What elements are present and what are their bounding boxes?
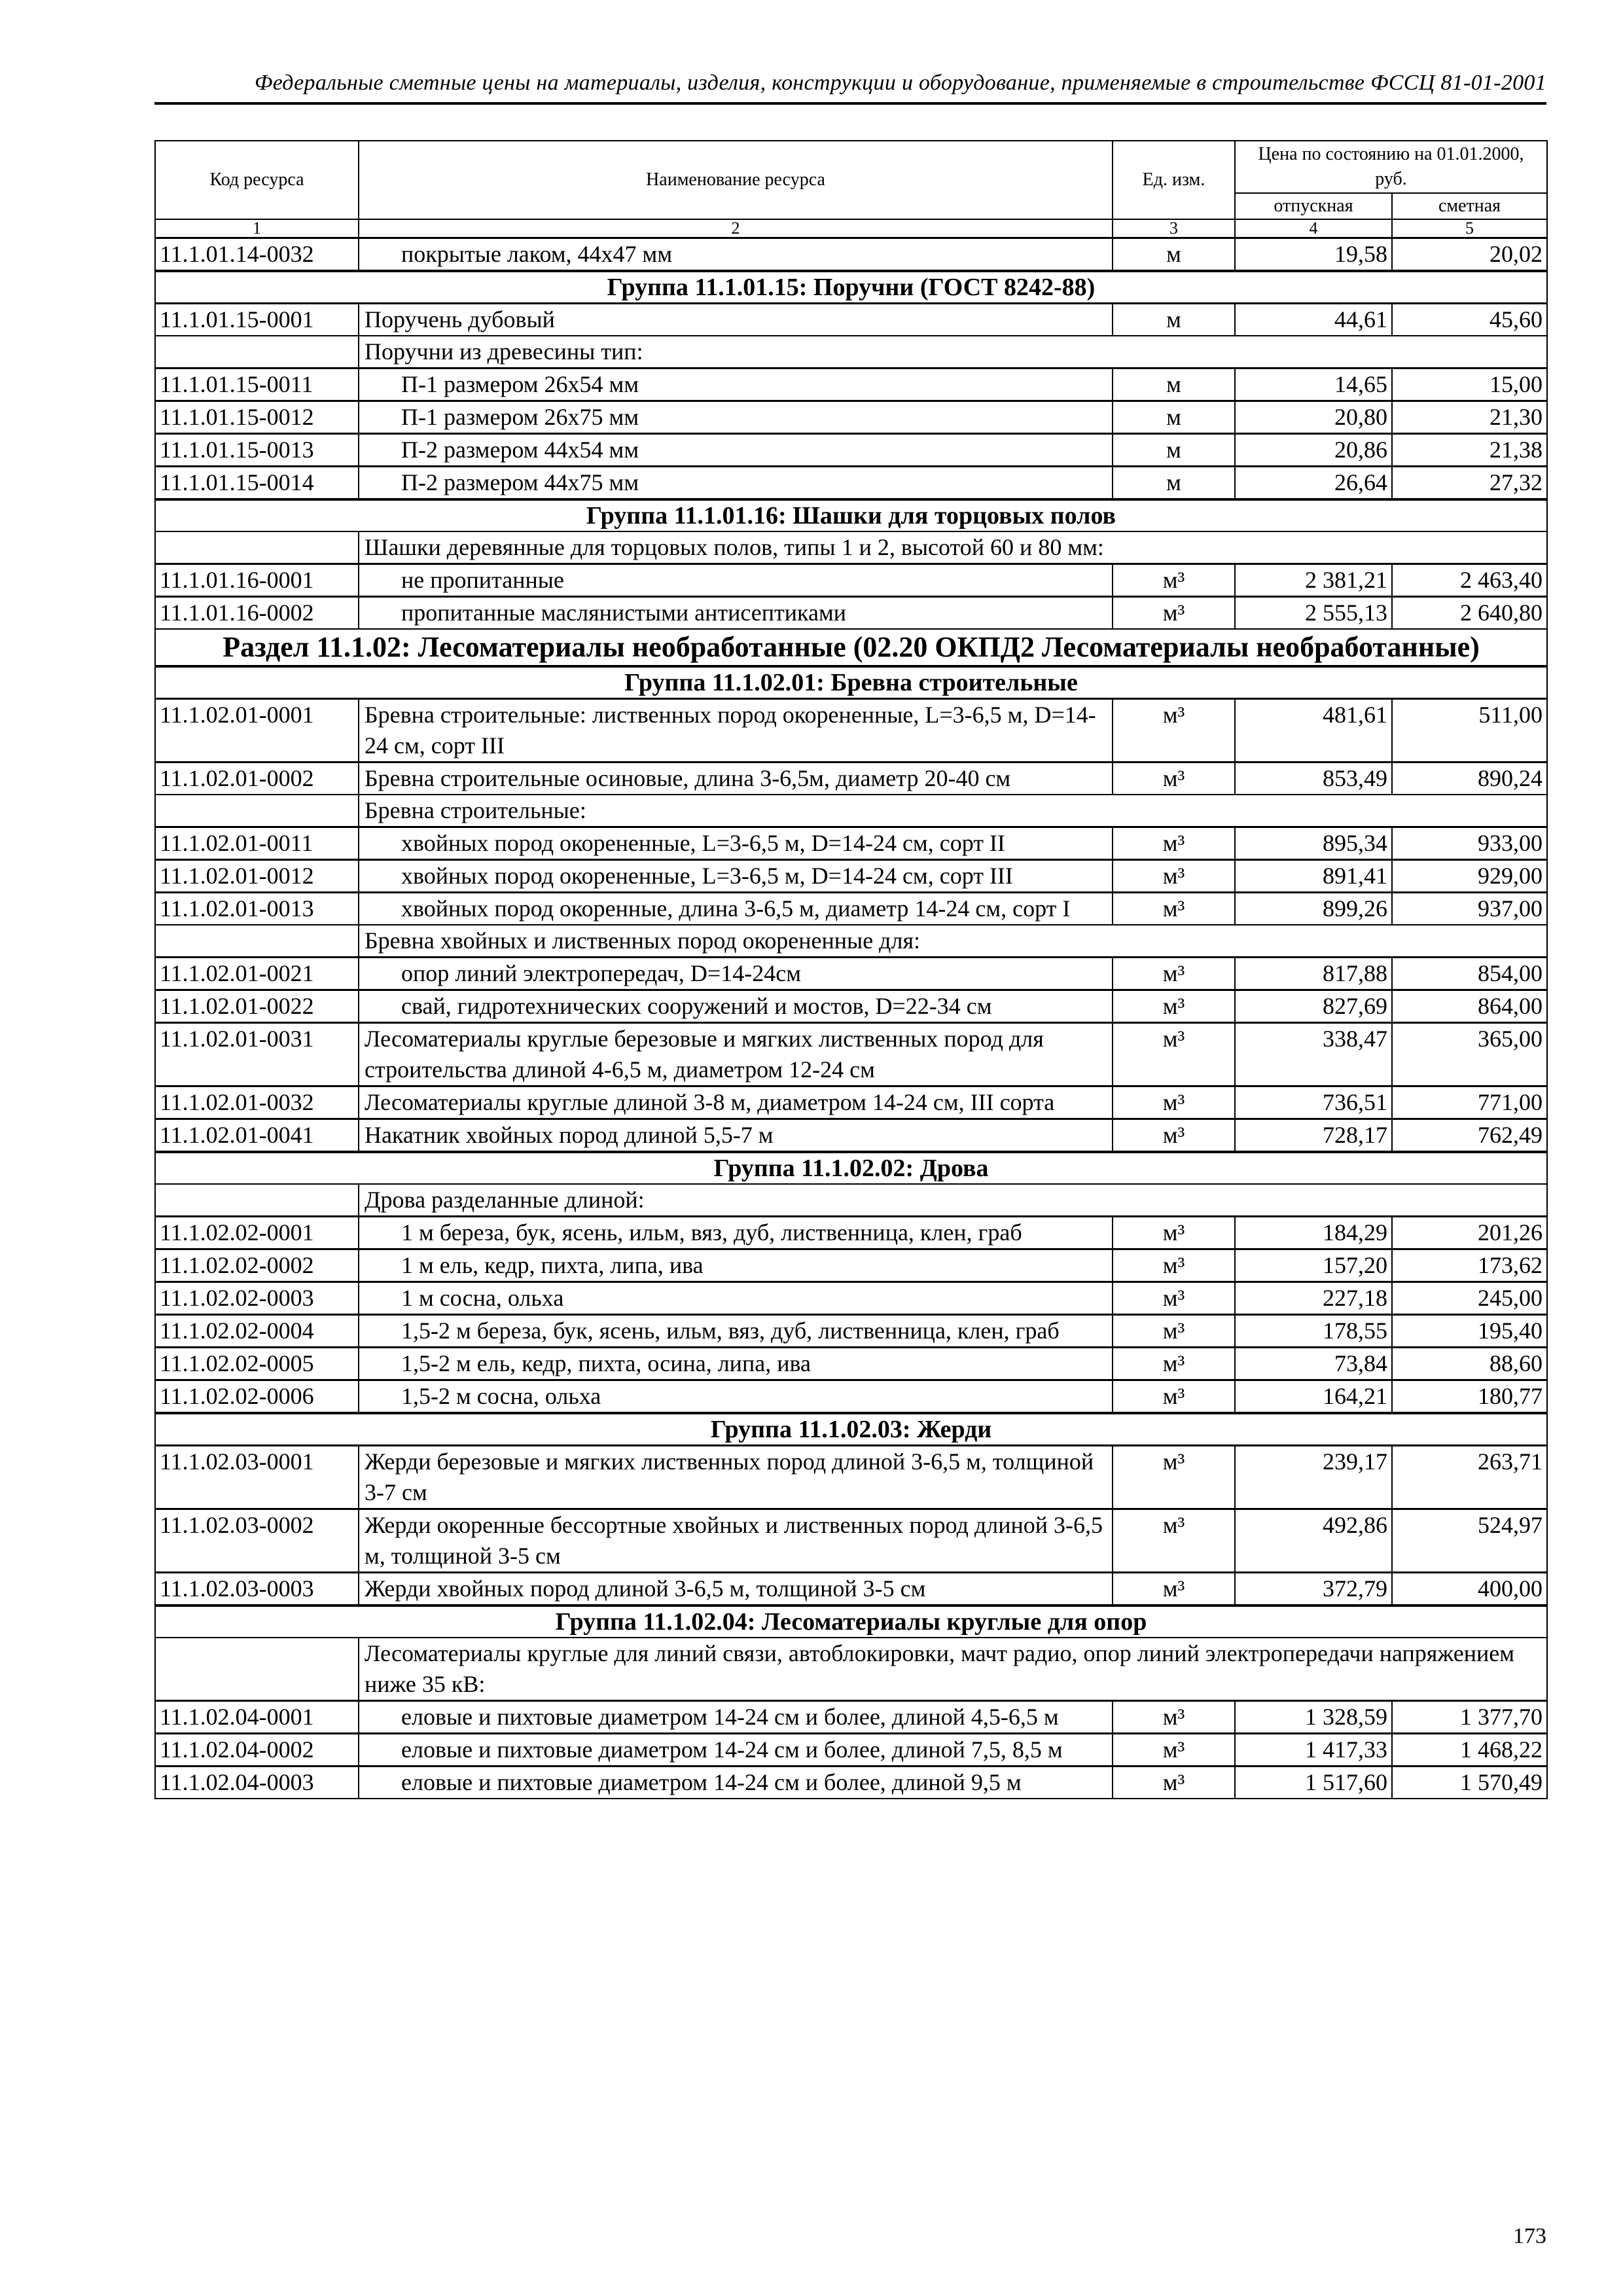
resource-code: 11.1.02.04-0001	[155, 1701, 359, 1734]
estimate-price: 2 640,80	[1392, 597, 1547, 630]
section-title: Раздел 11.1.02: Лесоматериалы необработанные (02.20 ОКПД2 Лесоматериалы необработанные)	[155, 629, 1547, 666]
resource-name: Накатник хвойных пород длиной 5,5-7 м	[359, 1119, 1113, 1153]
subheading-row	[155, 925, 1547, 958]
subheading-text: Бревна хвойных и лиственных пород окорененные для:	[359, 925, 1547, 958]
resource-name: П-2 размером 44x75 мм	[359, 467, 1113, 500]
resource-name: 1,5-2 м ель, кедр, пихта, осина, липа, ива	[359, 1348, 1113, 1380]
resource-name: пропитанные маслянистыми антисептиками	[359, 597, 1113, 630]
resource-code: 11.1.02.01-0021	[155, 958, 359, 990]
resource-code: 11.1.02.02-0004	[155, 1315, 359, 1348]
release-price: 372,79	[1235, 1573, 1392, 1606]
subheading-text: Бревна строительные:	[359, 795, 1547, 827]
release-price: 2 555,13	[1235, 597, 1392, 630]
resource-name: 1,5-2 м береза, бук, ясень, ильм, вяз, дуб, лиственница, клен, граб	[359, 1315, 1113, 1348]
release-price: 817,88	[1235, 958, 1392, 990]
subheading-row	[155, 531, 1547, 564]
resource-code	[155, 336, 359, 368]
table-row	[155, 1086, 1547, 1119]
unit: м³	[1113, 564, 1235, 597]
release-price: 20,86	[1235, 434, 1392, 467]
resource-code: 11.1.02.03-0001	[155, 1446, 359, 1509]
header-rule	[154, 102, 1546, 105]
release-price: 492,86	[1235, 1509, 1392, 1573]
resource-code: 11.1.02.01-0022	[155, 990, 359, 1023]
release-price: 20,80	[1235, 401, 1392, 434]
release-price: 1 517,60	[1235, 1767, 1392, 1799]
price-table	[154, 140, 1548, 1799]
resource-code: 11.1.02.01-0001	[155, 699, 359, 762]
estimate-price: 173,62	[1392, 1249, 1547, 1282]
resource-code: 11.1.02.01-0032	[155, 1086, 359, 1119]
unit: м³	[1113, 1249, 1235, 1282]
unit: м³	[1113, 827, 1235, 860]
table-row	[155, 958, 1547, 990]
table-row	[155, 1767, 1547, 1799]
resource-name: свай, гидротехнических сооружений и мостов, D=22-34 см	[359, 990, 1113, 1023]
table-row	[155, 762, 1547, 795]
subheading-text: Лесоматериалы круглые для линий связи, автоблокировки, мачт радио, опор линий электропередачи напряжением ниже 35 кВ:	[359, 1638, 1547, 1701]
resource-name: 1 м ель, кедр, пихта, липа, ива	[359, 1249, 1113, 1282]
subheading-text: Поручни из древесины тип:	[359, 336, 1547, 368]
resource-name: еловые и пихтовые диаметром 14-24 см и более, длиной 4,5-6,5 м	[359, 1701, 1113, 1734]
resource-name: еловые и пихтовые диаметром 14-24 см и более, длиной 7,5, 8,5 м	[359, 1734, 1113, 1767]
group-title: Группа 11.1.02.02: Дрова	[155, 1152, 1547, 1184]
release-price: 481,61	[1235, 699, 1392, 762]
table-row	[155, 1380, 1547, 1414]
group-heading-row	[155, 1413, 1547, 1446]
resource-name: покрытые лаком, 44x47 мм	[359, 238, 1113, 272]
table-row	[155, 1509, 1547, 1573]
resource-name: 1 м береза, бук, ясень, ильм, вяз, дуб, лиственница, клен, граб	[359, 1217, 1113, 1249]
subheading-row	[155, 1184, 1547, 1217]
header-code: Код ресурса	[155, 141, 359, 219]
resource-name: Жерди окоренные бессортные хвойных и лиственных пород длиной 3-6,5 м, толщиной 3-5 см	[359, 1509, 1113, 1573]
table-row	[155, 1023, 1547, 1086]
resource-code: 11.1.02.01-0012	[155, 860, 359, 893]
resource-name: не пропитанные	[359, 564, 1113, 597]
unit: м³	[1113, 958, 1235, 990]
table-row	[155, 1573, 1547, 1606]
subheading-row	[155, 795, 1547, 827]
unit: м³	[1113, 597, 1235, 630]
header-estimate-price: сметная	[1392, 193, 1547, 219]
table-row	[155, 401, 1547, 434]
resource-code	[155, 795, 359, 827]
table-row	[155, 990, 1547, 1023]
unit: м	[1113, 304, 1235, 336]
table-row	[155, 1446, 1547, 1509]
resource-code: 11.1.02.04-0003	[155, 1767, 359, 1799]
estimate-price: 365,00	[1392, 1023, 1547, 1086]
unit: м³	[1113, 1380, 1235, 1414]
estimate-price: 20,02	[1392, 238, 1547, 272]
release-price: 1 328,59	[1235, 1701, 1392, 1734]
estimate-price: 524,97	[1392, 1509, 1547, 1573]
unit: м	[1113, 401, 1235, 434]
col-number: 4	[1235, 219, 1392, 238]
release-price: 895,34	[1235, 827, 1392, 860]
unit: м³	[1113, 1217, 1235, 1249]
resource-code: 11.1.02.01-0041	[155, 1119, 359, 1153]
resource-code: 11.1.02.03-0002	[155, 1509, 359, 1573]
header-name: Наименование ресурса	[359, 141, 1113, 219]
table-row	[155, 597, 1547, 630]
resource-code: 11.1.01.14-0032	[155, 238, 359, 272]
section-heading-row	[155, 629, 1547, 666]
resource-code: 11.1.02.02-0005	[155, 1348, 359, 1380]
unit: м³	[1113, 762, 1235, 795]
unit: м³	[1113, 893, 1235, 925]
estimate-price: 27,32	[1392, 467, 1547, 500]
release-price: 14,65	[1235, 368, 1392, 401]
release-price: 1 417,33	[1235, 1734, 1392, 1767]
estimate-price: 88,60	[1392, 1348, 1547, 1380]
unit: м³	[1113, 1509, 1235, 1573]
estimate-price: 21,30	[1392, 401, 1547, 434]
release-price: 2 381,21	[1235, 564, 1392, 597]
table-row	[155, 1701, 1547, 1734]
resource-code: 11.1.02.02-0006	[155, 1380, 359, 1414]
release-price: 899,26	[1235, 893, 1392, 925]
estimate-price: 890,24	[1392, 762, 1547, 795]
unit: м³	[1113, 990, 1235, 1023]
group-title: Группа 11.1.01.16: Шашки для торцовых полов	[155, 499, 1547, 531]
table-row	[155, 434, 1547, 467]
release-price: 736,51	[1235, 1086, 1392, 1119]
resource-name: хвойных пород окорененные, L=3-6,5 м, D=14-24 см, сорт II	[359, 827, 1113, 860]
unit: м³	[1113, 1767, 1235, 1799]
table-row	[155, 1315, 1547, 1348]
release-price: 891,41	[1235, 860, 1392, 893]
resource-name: Бревна строительные осиновые, длина 3-6,5м, диаметр 20-40 см	[359, 762, 1113, 795]
estimate-price: 195,40	[1392, 1315, 1547, 1348]
estimate-price: 864,00	[1392, 990, 1547, 1023]
resource-code: 11.1.02.02-0003	[155, 1282, 359, 1315]
table-row	[155, 1217, 1547, 1249]
table-row	[155, 1734, 1547, 1767]
resource-code: 11.1.02.02-0001	[155, 1217, 359, 1249]
running-header: Федеральные сметные цены на материалы, изделия, конструкции и оборудование, применяемые в строительстве ФССЦ 81-01-2001	[255, 71, 1546, 95]
estimate-price: 400,00	[1392, 1573, 1547, 1606]
release-price: 178,55	[1235, 1315, 1392, 1348]
estimate-price: 245,00	[1392, 1282, 1547, 1315]
unit: м	[1113, 238, 1235, 272]
resource-code: 11.1.01.15-0014	[155, 467, 359, 500]
resource-name: Лесоматериалы круглые березовые и мягких лиственных пород для строительства длиной 4-6,5 м, диаметром 12-24 см	[359, 1023, 1113, 1086]
unit: м³	[1113, 860, 1235, 893]
release-price: 338,47	[1235, 1023, 1392, 1086]
estimate-price: 201,26	[1392, 1217, 1547, 1249]
header-price: Цена по состоянию на 01.01.2000, руб.	[1235, 141, 1547, 193]
release-price: 728,17	[1235, 1119, 1392, 1153]
col-number: 1	[155, 219, 359, 238]
table-row	[155, 238, 1547, 272]
unit: м³	[1113, 1119, 1235, 1153]
resource-code: 11.1.01.15-0011	[155, 368, 359, 401]
table-row	[155, 860, 1547, 893]
table-body	[155, 238, 1547, 1799]
unit: м	[1113, 368, 1235, 401]
estimate-price: 15,00	[1392, 368, 1547, 401]
group-title: Группа 11.1.02.04: Лесоматериалы круглые для опор	[155, 1605, 1547, 1638]
group-title: Группа 11.1.02.03: Жерди	[155, 1413, 1547, 1446]
release-price: 157,20	[1235, 1249, 1392, 1282]
table-row	[155, 1282, 1547, 1315]
resource-name: П-1 размером 26x75 мм	[359, 401, 1113, 434]
resource-name: 1,5-2 м сосна, ольха	[359, 1380, 1113, 1414]
table-row	[155, 564, 1547, 597]
group-title: Группа 11.1.02.01: Бревна строительные	[155, 666, 1547, 699]
resource-name: опор линий электропередач, D=14-24см	[359, 958, 1113, 990]
unit: м³	[1113, 1446, 1235, 1509]
release-price: 73,84	[1235, 1348, 1392, 1380]
header-release-price: отпускная	[1235, 193, 1392, 219]
resource-name: хвойных пород окорененные, L=3-6,5 м, D=14-24 см, сорт III	[359, 860, 1113, 893]
unit: м³	[1113, 1348, 1235, 1380]
resource-code: 11.1.02.02-0002	[155, 1249, 359, 1282]
resource-code	[155, 1638, 359, 1701]
unit: м³	[1113, 1701, 1235, 1734]
resource-code: 11.1.02.01-0013	[155, 893, 359, 925]
unit: м³	[1113, 1023, 1235, 1086]
resource-code: 11.1.01.16-0002	[155, 597, 359, 630]
estimate-price: 2 463,40	[1392, 564, 1547, 597]
unit: м	[1113, 434, 1235, 467]
subheading-row	[155, 1638, 1547, 1701]
resource-name: Лесоматериалы круглые длиной 3-8 м, диаметром 14-24 см, III сорта	[359, 1086, 1113, 1119]
release-price: 827,69	[1235, 990, 1392, 1023]
subheading-text: Дрова разделанные длиной:	[359, 1184, 1547, 1217]
resource-name: Жерди хвойных пород длиной 3-6,5 м, толщиной 3-5 см	[359, 1573, 1113, 1606]
resource-code: 11.1.02.03-0003	[155, 1573, 359, 1606]
unit: м³	[1113, 699, 1235, 762]
estimate-price: 1 570,49	[1392, 1767, 1547, 1799]
table-row	[155, 827, 1547, 860]
group-heading-row	[155, 1605, 1547, 1638]
header-unit: Ед. изм.	[1113, 141, 1235, 219]
estimate-price: 180,77	[1392, 1380, 1547, 1414]
resource-name: еловые и пихтовые диаметром 14-24 см и более, длиной 9,5 м	[359, 1767, 1113, 1799]
resource-code: 11.1.02.01-0031	[155, 1023, 359, 1086]
unit: м	[1113, 467, 1235, 500]
estimate-price: 1 377,70	[1392, 1701, 1547, 1734]
table-row	[155, 1119, 1547, 1153]
table-row	[155, 1348, 1547, 1380]
col-number: 5	[1392, 219, 1547, 238]
unit: м³	[1113, 1086, 1235, 1119]
release-price: 184,29	[1235, 1217, 1392, 1249]
unit: м³	[1113, 1282, 1235, 1315]
resource-name: П-1 размером 26x54 мм	[359, 368, 1113, 401]
table-row	[155, 699, 1547, 762]
estimate-price: 937,00	[1392, 893, 1547, 925]
group-heading-row	[155, 666, 1547, 699]
resource-code: 11.1.01.15-0013	[155, 434, 359, 467]
release-price: 239,17	[1235, 1446, 1392, 1509]
table-row	[155, 1249, 1547, 1282]
resource-code	[155, 531, 359, 564]
release-price: 853,49	[1235, 762, 1392, 795]
table-row	[155, 304, 1547, 336]
col-number: 3	[1113, 219, 1235, 238]
subheading-text: Шашки деревянные для торцовых полов, типы 1 и 2, высотой 60 и 80 мм:	[359, 531, 1547, 564]
estimate-price: 854,00	[1392, 958, 1547, 990]
resource-code: 11.1.01.15-0012	[155, 401, 359, 434]
resource-code	[155, 925, 359, 958]
resource-name: Бревна строительные: лиственных пород окорененные, L=3-6,5 м, D=14-24 см, сорт III	[359, 699, 1113, 762]
estimate-price: 21,38	[1392, 434, 1547, 467]
resource-name: хвойных пород окоренные, длина 3-6,5 м, диаметр 14-24 см, сорт I	[359, 893, 1113, 925]
subheading-row	[155, 336, 1547, 368]
estimate-price: 1 468,22	[1392, 1734, 1547, 1767]
resource-name: П-2 размером 44x54 мм	[359, 434, 1113, 467]
col-number: 2	[359, 219, 1113, 238]
resource-code: 11.1.02.01-0002	[155, 762, 359, 795]
release-price: 19,58	[1235, 238, 1392, 272]
table-row	[155, 893, 1547, 925]
group-title: Группа 11.1.01.15: Поручни (ГОСТ 8242-88)	[155, 271, 1547, 304]
estimate-price: 929,00	[1392, 860, 1547, 893]
estimate-price: 263,71	[1392, 1446, 1547, 1509]
group-heading-row	[155, 271, 1547, 304]
resource-code: 11.1.01.16-0001	[155, 564, 359, 597]
resource-code	[155, 1184, 359, 1217]
table-row	[155, 368, 1547, 401]
resource-name: Жерди березовые и мягких лиственных пород длиной 3-6,5 м, толщиной 3-7 см	[359, 1446, 1113, 1509]
resource-code: 11.1.01.15-0001	[155, 304, 359, 336]
estimate-price: 771,00	[1392, 1086, 1547, 1119]
table-row	[155, 467, 1547, 500]
resource-name: 1 м сосна, ольха	[359, 1282, 1113, 1315]
page-number: 173	[1513, 2224, 1546, 2248]
release-price: 44,61	[1235, 304, 1392, 336]
estimate-price: 45,60	[1392, 304, 1547, 336]
release-price: 227,18	[1235, 1282, 1392, 1315]
group-heading-row	[155, 1152, 1547, 1184]
resource-code: 11.1.02.01-0011	[155, 827, 359, 860]
unit: м³	[1113, 1734, 1235, 1767]
resource-code: 11.1.02.04-0002	[155, 1734, 359, 1767]
estimate-price: 511,00	[1392, 699, 1547, 762]
estimate-price: 762,49	[1392, 1119, 1547, 1153]
unit: м³	[1113, 1573, 1235, 1606]
estimate-price: 933,00	[1392, 827, 1547, 860]
resource-name: Поручень дубовый	[359, 304, 1113, 336]
release-price: 164,21	[1235, 1380, 1392, 1414]
group-heading-row	[155, 499, 1547, 531]
release-price: 26,64	[1235, 467, 1392, 500]
unit: м³	[1113, 1315, 1235, 1348]
